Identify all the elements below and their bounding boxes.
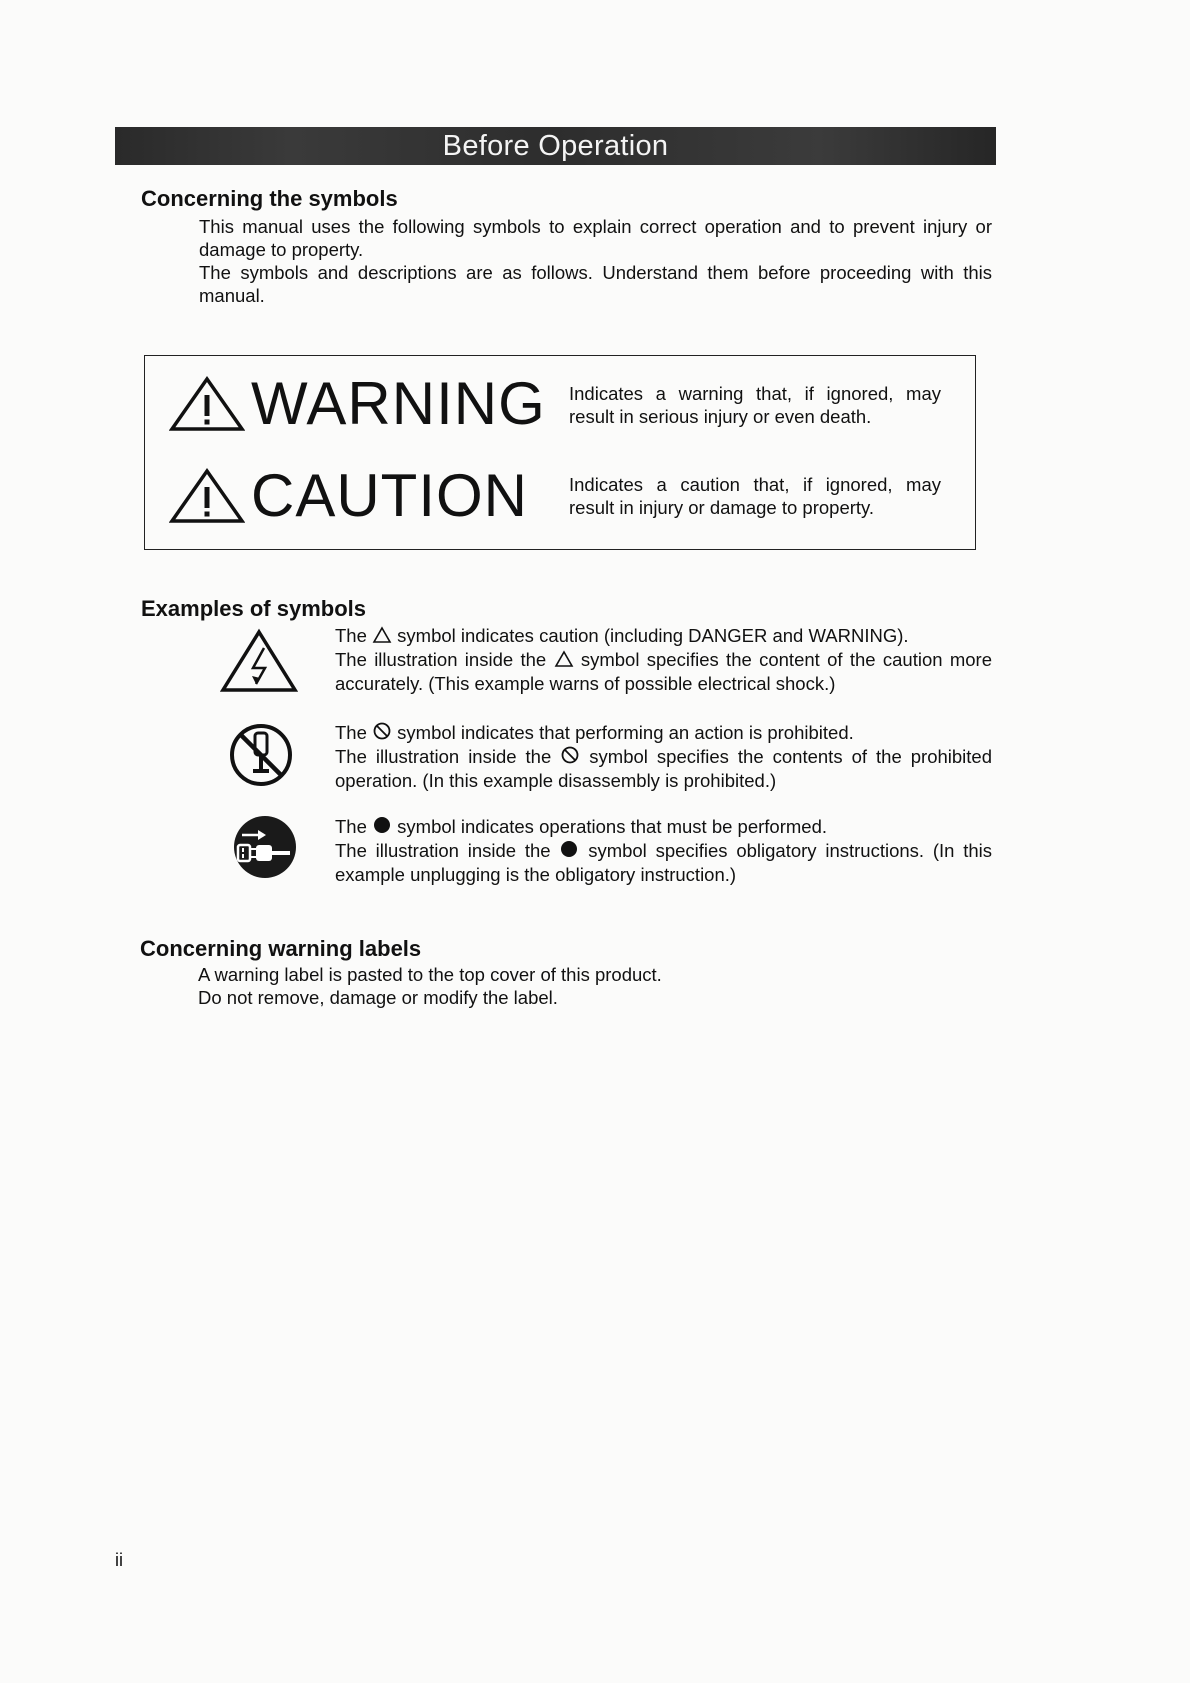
- caution-explanation-word: The: [335, 625, 367, 646]
- symbols-heading: Concerning the symbols: [141, 186, 398, 211]
- mandatory-explanation-word: The: [335, 816, 367, 837]
- page-title: Before Operation: [442, 129, 669, 162]
- caution-triangle-icon: [169, 467, 245, 525]
- symbols-intro-para2: The symbols and descriptions are as follows. Understand them before proceeding with this manual.: [199, 262, 992, 306]
- no-disassembly-icon: [228, 722, 294, 788]
- warning-row: [169, 370, 546, 437]
- warning-description: Indicates a warning that, if ignored, may result in serious injury or even death.: [569, 383, 941, 427]
- prohibited-explanation-line2-start: The illustration inside the: [335, 746, 552, 767]
- prohibited-explanation-word: The: [335, 722, 367, 743]
- small-prohibited-icon: [372, 721, 392, 741]
- prohibited-explanation-line1: symbol indicates that performing an action is prohibited.: [397, 722, 854, 743]
- examples-heading: Examples of symbols: [141, 596, 366, 621]
- small-prohibited-icon: [560, 745, 580, 765]
- page-number: ii: [115, 1550, 123, 1570]
- section-title-bar: [115, 127, 996, 165]
- small-filled-circle-icon: [559, 839, 579, 859]
- mandatory-explanation-line2-start: The illustration inside the: [335, 840, 551, 861]
- labels-line1: A warning label is pasted to the top cover of this product.: [198, 964, 662, 985]
- caution-explanation-line1: symbol indicates caution (including DANGER and WARNING).: [397, 625, 909, 646]
- caution-word: CAUTION: [251, 462, 528, 529]
- caution-description: Indicates a caution that, if ignored, may result in injury or damage to property.: [569, 474, 941, 518]
- caution-explanation-line2-start: The illustration inside the: [335, 649, 547, 670]
- symbols-intro-para1: This manual uses the following symbols to explain correct operation and to prevent injury or damage to property.: [199, 216, 992, 260]
- caution-explanation-line2-end: symbol specifies the content of the caution more accurately. (This example warns of possible electrical shock.): [335, 649, 993, 694]
- electric-shock-caution-icon: [220, 628, 298, 694]
- labels-heading: Concerning warning labels: [140, 936, 422, 961]
- symbols-intro: [199, 215, 992, 307]
- small-triangle-icon: [372, 626, 392, 644]
- labels-text: [198, 963, 958, 1009]
- warning-triangle-icon: [169, 375, 245, 433]
- labels-line2: Do not remove, damage or modify the label.: [198, 987, 558, 1008]
- signal-word-box: [144, 355, 976, 550]
- caution-symbol-explanation: [335, 624, 992, 696]
- caution-row: [169, 462, 528, 529]
- mandatory-symbol-explanation: [335, 815, 992, 887]
- small-filled-circle-icon: [372, 815, 392, 835]
- warning-word: WARNING: [251, 370, 546, 437]
- unplug-mandatory-icon: [232, 814, 298, 880]
- prohibited-symbol-explanation: [335, 721, 992, 793]
- prohibited-explanation-line2-end: symbol specifies the contents of the prohibited operation. (In this example disassembly is prohibited.): [335, 746, 993, 791]
- mandatory-explanation-line1: symbol indicates operations that must be performed.: [397, 816, 827, 837]
- mandatory-explanation-line2-end: symbol specifies obligatory instructions. (In this example unplugging is the obligatory instruction.): [335, 840, 993, 885]
- small-triangle-icon: [554, 650, 574, 668]
